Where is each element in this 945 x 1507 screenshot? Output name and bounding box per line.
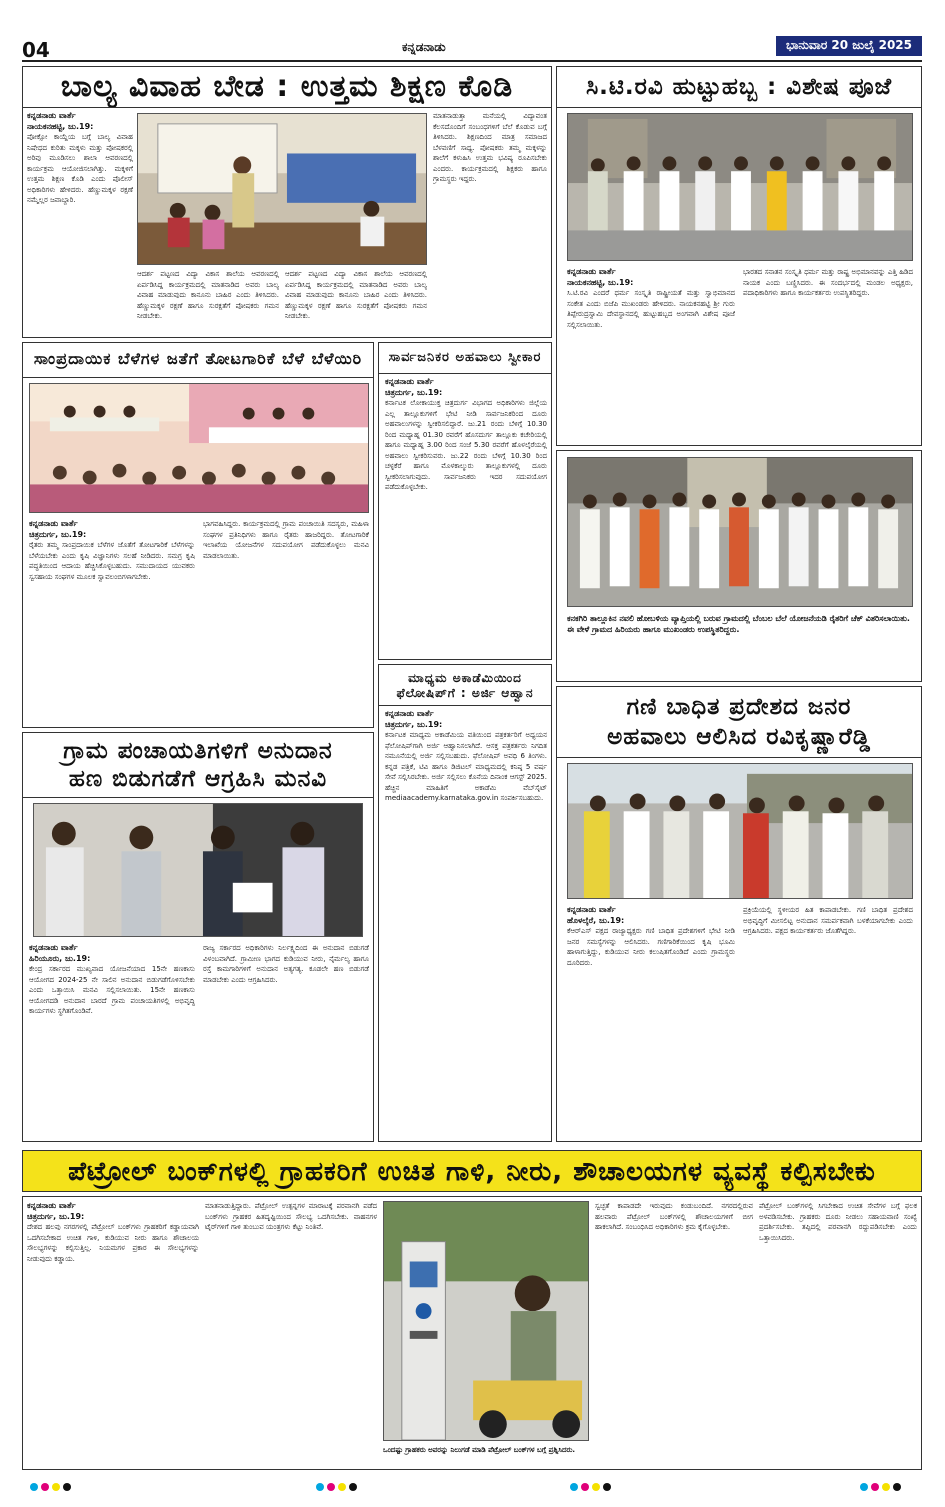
body-text: ಕರ್ನಾಟಕ ಲೋಕಾಯುಕ್ತ ಚಿತ್ರದುರ್ಗ ವಿಭಾಗದ ಅಧಿಕಾರಿಗಳು ಜಿಲ್ಲೆಯ ಎಲ್ಲ ತಾಲ್ಲೂಕುಗಳಿಗೆ ಭೇಟಿ ನೀಡಿ ಸಾರ್ವಜನಿಕರಿಂದ ದೂರು ಅಹವಾಲುಗಳನ್ನು ಸ್ವೀಕರಿಸಲಿದ್ದಾರೆ. ಜು.21 ರಂದು ಬೆಳಿಗ್ಗೆ 10.30 ರಿಂದ ಮಧ್ಯಾಹ್ನ 01.30 ರವರೆಗೆ ಹೊಸದುರ್ಗ ತಾಲ್ಲೂಕು ಕಚೇರಿಯಲ್ಲಿ ಹಾಗೂ ಮಧ್ಯಾಹ್ನ 3.00 ರಿಂದ ಸಂಜೆ 5.30 ರವರೆಗೆ ಹೊಳಲ್ಕೆರೆಯಲ್ಲಿ ಅಹವಾಲು ಸ್ವೀಕರಿಸುವರು. ಜು.22 ರಂದು ಬೆಳಿಗ್ಗೆ 10.30 ರಿಂದ ಚಳ್ಳಕೆರೆ ಹಾಗೂ ಮೊಳಕಾಲ್ಮುರು ತಾಲ್ಲೂಕುಗಳಲ್ಲಿ ದೂರು ಸ್ವೀಕರಿಸಲಾಗುವುದು. ಸಾರ್ವಜನಿಕರು ಇದರ ಸದುಪಯೋಗ ಪಡೆದುಕೊಳ್ಳಬೇಕು. — [385, 399, 547, 491]
byline: ಕನ್ನಡನಾಡು ವಾರ್ತೆ — [385, 709, 434, 718]
body-text: ರಾಜ್ಯ ಸರ್ಕಾರದ ಅಧಿಕಾರಿಗಳು ನಿರ್ಲಕ್ಷ್ಯದಿಂದ ಈ ಅನುದಾನ ಬಿಡುಗಡೆ ವಿಳಂಬವಾಗಿದೆ. ಗ್ರಾಮೀಣ ಭಾಗದ ಕುಡಿಯುವ ನೀರು, ನೈರ್ಮಲ್ಯ ಹಾಗೂ ರಸ್ತೆ ಕಾಮಗಾರಿಗಳಿಗೆ ಅನುದಾನ ಅತ್ಯಗತ್ಯ. ಕೂಡಲೇ ಹಣ ಬಿಡುಗಡೆ ಮಾಡಬೇಕು ಎಂದು ಆಗ್ರಹಿಸಿದರು. — [203, 944, 369, 984]
photo-cheque-distribution — [567, 457, 913, 607]
dateline-place: ಚಿತ್ರದುರ್ಗ, ಜು.19: — [385, 719, 443, 729]
registration-marks — [316, 1476, 360, 1486]
byline: ಕನ್ನಡನಾಡು ವಾರ್ತೆ — [27, 1201, 76, 1210]
article-text — [385, 709, 547, 1139]
brand-name: ಕನ್ನಡನಾಡು — [402, 40, 446, 54]
banner-petrol-bunks — [22, 1150, 922, 1192]
article-horticulture — [22, 342, 374, 728]
byline: ಕನ್ನಡನಾಡು ವಾರ್ತೆ — [27, 111, 76, 120]
registration-dot — [338, 1483, 346, 1491]
headline-ct-ravi: ಸಿ.ಟಿ.ರವಿ ಹುಟ್ಟುಹಬ್ಬ : ವಿಶೇಷ ಪೂಜೆ — [585, 74, 893, 100]
article-text — [743, 267, 913, 443]
dateline-place: ಚಿತ್ರದುರ್ಗ, ಜು.19: — [29, 529, 87, 539]
article-text — [203, 943, 369, 1139]
body-text: ಕರ್ನಾಟಕ ಮಾಧ್ಯಮ ಅಕಾಡೆಮಿಯ ವತಿಯಿಂದ ಪತ್ರಕರ್ತರಿಗೆ ಅಧ್ಯಯನ ಫೆಲೋಷಿಪ್‌ಗಾಗಿ ಅರ್ಜಿ ಆಹ್ವಾನಿಸಲಾಗಿದೆ. ಆಸಕ್ತ ಪತ್ರಕರ್ತರು ನಿಗದಿತ ನಮೂನೆಯಲ್ಲಿ ಅರ್ಜಿ ಸಲ್ಲಿಸಬಹುದು. ಫೆಲೋಷಿಪ್ ಅವಧಿ 6 ತಿಂಗಳು. ಕನ್ನಡ ಪತ್ರಿಕೆ, ಟಿವಿ ಹಾಗೂ ಡಿಜಿಟಲ್ ಮಾಧ್ಯಮದಲ್ಲಿ ಕನಿಷ್ಠ 5 ವರ್ಷ ಸೇವೆ ಸಲ್ಲಿಸಿರಬೇಕು. ಅರ್ಜಿ ಸಲ್ಲಿಸಲು ಕೊನೆಯ ದಿನಾಂಕ ಆಗಸ್ಟ್ 2025. ಹೆಚ್ಚಿನ ಮಾಹಿತಿಗೆ ಅಕಾಡೆಮಿ ವೆಬ್‌ಸೈಟ್ mediaacademy.karnataka.gov.in ಸಂಪರ್ಕಿಸಬಹುದು. — [385, 731, 547, 802]
article-text — [27, 1201, 199, 1467]
body-text: ಪೆಟ್ರೋಲ್ ಬಂಕ್‌ಗಳಲ್ಲಿ ಸಿಗಬೇಕಾದ ಉಚಿತ ಸೇವೆಗಳ ಬಗ್ಗೆ ಫಲಕ ಅಳವಡಿಸಬೇಕು. ಗ್ರಾಹಕರು ದೂರು ನೀಡಲು ಸಹಾಯವಾಣಿ ಸಂಖ್ಯೆ ಪ್ರದರ್ಶಿಸಬೇಕು. ತಪ್ಪಿದಲ್ಲಿ ಪರವಾನಗಿ ರದ್ದುಪಡಿಸಬೇಕು ಎಂದು ಒತ್ತಾಯಿಸಿದರು. — [759, 1202, 917, 1242]
registration-marks — [30, 1476, 74, 1486]
article-text — [595, 1201, 753, 1467]
masthead — [22, 36, 922, 62]
article-text — [759, 1201, 917, 1467]
registration-dot — [860, 1483, 868, 1491]
article-text — [29, 519, 195, 725]
registration-dot — [52, 1483, 60, 1491]
byline: ಕನ್ನಡನಾಡು ವಾರ್ತೆ — [567, 905, 616, 914]
headline-public-report: ಸಾರ್ವಜನಿಕರ ಅಹವಾಲು ಸ್ವೀಕಾರ — [388, 350, 542, 365]
article-text — [743, 905, 913, 1139]
headline-mining-line2: ಅಹವಾಲು ಆಲಿಸಿದ ರವಿಕೃಷ್ಣಾರೆಡ್ಡಿ — [607, 724, 871, 750]
registration-marks — [570, 1476, 614, 1486]
photo-caption: ಕನಕಗಿರಿ ತಾಲ್ಲೂಕಿನ ನವಲಿ ಹೋಬಳಿಯ ವ್ಯಾಪ್ತಿಯಲ್ಲಿ ಬರುವ ಗ್ರಾಮದಲ್ಲಿ ಬೆಂಬಲ ಬೆಲೆ ಯೋಜನೆಯಡಿ ರೈತರಿಗೆ ಚೆಕ್ ವಿತರಿಸಲಾಯಿತು. ಈ ವೇಳೆ ಗ್ರಾಮದ ಹಿರಿಯರು ಹಾಗೂ ಮುಖಂಡರು ಉಪಸ್ಥಿತರಿದ್ದರು. — [567, 614, 910, 634]
body-text: ಪೋಕ್ಸೋ ಕಾಯ್ದೆಯ ಬಗ್ಗೆ ಬಾಲ್ಯ ವಿವಾಹ ನಿಷೇಧದ ಕುರಿತು ಮಕ್ಕಳು ಮತ್ತು ಪೋಷಕರಲ್ಲಿ ಅರಿವು ಮೂಡಿಸಲು ಶಾಲಾ ಆವರಣದಲ್ಲಿ ಕಾರ್ಯಕ್ರಮ ಆಯೋಜಿಸಲಾಗಿತ್ತು. ಮಕ್ಕಳಿಗೆ ಉತ್ತಮ ಶಿಕ್ಷಣ ಕೊಡಿ ಎಂದು ಪೊಲೀಸ್ ಅಧಿಕಾರಿಗಳು ಹೇಳಿದರು. ಹೆಣ್ಣುಮಕ್ಕಳ ರಕ್ಷಣೆ ನಮ್ಮೆಲ್ಲರ ಜವಾಬ್ದಾರಿ. — [27, 133, 133, 204]
dateline-place: ಚಿತ್ರದುರ್ಗ, ಜು.19: — [385, 387, 443, 397]
body-text: ಭಾಗವಹಿಸಿದ್ದರು. ಕಾರ್ಯಕ್ರಮದಲ್ಲಿ ಗ್ರಾಮ ಪಂಚಾಯಿತಿ ಸದಸ್ಯರು, ಮಹಿಳಾ ಸಂಘಗಳ ಪ್ರತಿನಿಧಿಗಳು ಹಾಗೂ ರೈತರು ಹಾಜರಿದ್ದರು. ತೋಟಗಾರಿಕೆ ಇಲಾಖೆಯ ಯೋಜನೆಗಳ ಸದುಪಯೋಗ ಪಡೆದುಕೊಳ್ಳಲು ಮನವಿ ಮಾಡಲಾಯಿತು. — [203, 520, 369, 560]
body-text: ರೈತರು ತಮ್ಮ ಸಾಂಪ್ರದಾಯಿಕ ಬೆಳೆಗಳ ಜೊತೆಗೆ ತೋಟಗಾರಿಕೆ ಬೆಳೆಗಳನ್ನು ಬೆಳೆಯಬೇಕು ಎಂದು ಕೃಷಿ ವಿಜ್ಞಾನಿಗಳು ಸಲಹೆ ನೀಡಿದರು. ಸಮಗ್ರ ಕೃಷಿ ಪದ್ಧತಿಯಿಂದ ಆದಾಯ ಹೆಚ್ಚಿಸಿಕೊಳ್ಳಬಹುದು. ಸಮುದಾಯದ ಯುವಕರು ಸ್ವಸಹಾಯ ಸಂಘಗಳ ಮೂಲಕ ಸ್ವಾವಲಂಬಿಗಳಾಗಬೇಕು. — [29, 541, 195, 581]
registration-dot — [41, 1483, 49, 1491]
body-text: ಪ್ರಕ್ರಿಯೆಯಲ್ಲಿ ಸ್ಥಳೀಯರ ಹಿತ ಕಾಪಾಡಬೇಕು. ಗಣಿ ಬಾಧಿತ ಪ್ರದೇಶದ ಅಭಿವೃದ್ಧಿಗೆ ಮೀಸಲಿಟ್ಟ ಅನುದಾನ ಸಮರ್ಪಕವಾಗಿ ಬಳಕೆಯಾಗಬೇಕು ಎಂದು ಆಗ್ರಹಿಸಿದರು. ಪಕ್ಷದ ಕಾರ್ಯಕರ್ತರು ಜೊತೆಗಿದ್ದರು. — [743, 906, 913, 935]
headline-mining-line1: ಗಣಿ ಬಾಧಿತ ಪ್ರದೇಶದ ಜನರ — [626, 694, 852, 720]
body-text: ಕೇಂದ್ರ ಸರ್ಕಾರದ ಮುಖ್ಯವಾದ ಯೋಜನೆಯಾದ 15ನೇ ಹಣಕಾಸು ಆಯೋಗದ 2024-25 ನೇ ಸಾಲಿನ ಅನುದಾನ ಬಿಡುಗಡೆಗೊಳಿಸಬೇಕು ಎಂದು ಒತ್ತಾಯಿಸಿ ಮನವಿ ಸಲ್ಲಿಸಲಾಯಿತು. 15ನೇ ಹಣಕಾಸು ಆಯೋಗದಡಿ ಅನುದಾನ ಬಾರದೆ ಗ್ರಾಮ ಪಂಚಾಯತಿಗಳಲ್ಲಿ ಅಭಿವೃದ್ಧಿ ಕಾರ್ಯಗಳು ಸ್ಥಗಿತಗೊಂಡಿವೆ. — [29, 965, 195, 1015]
article-text — [385, 377, 547, 657]
headline-petrol-bunks: ಪೆಟ್ರೋಲ್ ಬಂಕ್‌ಗಳಲ್ಲಿ ಗ್ರಾಹಕರಿಗೆ ಉಚಿತ ಗಾಳಿ, ನೀರು, ಶೌಚಾಲಯಗಳ ವ್ಯವಸ್ಥೆ ಕಲ್ಪಿಸಬೇಕು — [68, 1157, 876, 1187]
registration-dot — [882, 1483, 890, 1491]
registration-dot — [603, 1483, 611, 1491]
photo-birthday-pooja — [567, 113, 913, 261]
registration-dot — [316, 1483, 324, 1491]
article-child-marriage — [22, 66, 552, 338]
dateline-place: ಚಿತ್ರದುರ್ಗ, ಜು.19: — [27, 1211, 85, 1221]
article-text — [433, 111, 547, 335]
dateline-place: ನಾಯಕನಹಟ್ಟಿ, ಜು.19: — [567, 277, 634, 287]
article-public-report — [378, 342, 552, 660]
byline: ಕನ್ನಡನಾಡು ವಾರ್ತೆ — [567, 267, 616, 276]
body-text: ಸ್ವಚ್ಛತೆ ಕಾಪಾಡದೇ ಇರುವುದು ಕಂಡುಬಂದಿದೆ. ನಗರದಲ್ಲಿರುವ ಹಲವಾರು ಪೆಟ್ರೋಲ್ ಬಂಕ್‌ಗಳಲ್ಲಿ ಶೌಚಾಲಯಗಳಿಗೆ ಬೀಗ ಹಾಕಲಾಗಿದೆ. ಸಂಬಂಧಿಸಿದ ಅಧಿಕಾರಿಗಳು ಕ್ರಮ ಕೈಗೊಳ್ಳಬೇಕು. — [595, 1202, 753, 1231]
body-text: ಕೆಆರ್‌ಎಸ್ ಪಕ್ಷದ ರಾಜ್ಯಾಧ್ಯಕ್ಷರು ಗಣಿ ಬಾಧಿತ ಪ್ರದೇಶಗಳಿಗೆ ಭೇಟಿ ನೀಡಿ ಜನರ ಸಮಸ್ಯೆಗಳನ್ನು ಆಲಿಸಿದರು. ಗಣಿಗಾರಿಕೆಯಿಂದ ಕೃಷಿ ಭೂಮಿ ಹಾಳಾಗುತ್ತಿದ್ದು, ಕುಡಿಯುವ ನೀರು ಕಲುಷಿತಗೊಂಡಿದೆ ಎಂದು ಗ್ರಾಮಸ್ಥರು ದೂರಿದರು. — [567, 927, 735, 967]
body-text: ದೇಶದ ಹಲವು ನಗರಗಳಲ್ಲಿ ಪೆಟ್ರೋಲ್ ಬಂಕ್‌ಗಳು ಗ್ರಾಹಕರಿಗೆ ಕಡ್ಡಾಯವಾಗಿ ಒದಗಿಸಬೇಕಾದ ಉಚಿತ ಗಾಳಿ, ಕುಡಿಯುವ ನೀರು ಹಾಗೂ ಶೌಚಾಲಯ ಸೌಲಭ್ಯಗಳನ್ನು ಕಲ್ಪಿಸುತ್ತಿಲ್ಲ. ನಿಯಮಗಳ ಪ್ರಕಾರ ಈ ಸೌಲಭ್ಯಗಳನ್ನು ನೀಡುವುದು ಕಡ್ಡಾಯ. — [27, 1223, 199, 1263]
byline: ಕನ್ನಡನಾಡು ವಾರ್ತೆ — [29, 943, 78, 952]
registration-dot — [63, 1483, 71, 1491]
registration-marks — [860, 1476, 904, 1486]
article-text — [205, 1201, 377, 1467]
headline-media-fellowship: ಮಾಧ್ಯಮ ಅಕಾಡೆಮಿಯಿಂದ ಫೆಲೋಷಿಪ್‌ಗೆ : ಅರ್ಜಿ ಆಹ್ವಾನ — [396, 671, 534, 700]
page-number: 04 — [22, 38, 50, 62]
article-mining-area — [556, 686, 922, 1142]
dateline-place: ಹೊಳಲ್ಕೆರೆ, ಜು.19: — [567, 915, 625, 925]
article-petrol-bunks — [22, 1196, 922, 1470]
headline-child-marriage: ಬಾಲ್ಯ ವಿವಾಹ ಬೇಡ : ಉತ್ತಮ ಶಿಕ್ಷಣ ಕೊಡಿ — [60, 69, 514, 104]
byline: ಕನ್ನಡನಾಡು ವಾರ್ತೆ — [29, 519, 78, 528]
article-text — [137, 269, 279, 335]
registration-dot — [592, 1483, 600, 1491]
photo-memorandum — [33, 803, 363, 937]
registration-dot — [871, 1483, 879, 1491]
dateline: ಭಾನುವಾರ 20 ಜುಲೈ 2025 — [776, 36, 922, 56]
article-panchayat-grant — [22, 732, 374, 1142]
registration-dot — [570, 1483, 578, 1491]
article-media-fellowship — [378, 664, 552, 1142]
registration-dot — [893, 1483, 901, 1491]
dateline-place: ಹಿರಿಯೂರು, ಜು.19: — [29, 953, 91, 963]
registration-dot — [30, 1483, 38, 1491]
article-text — [29, 943, 195, 1139]
photo-petrol-bunk — [383, 1201, 589, 1441]
article-ct-ravi — [556, 66, 922, 446]
body-text: ಸಿ.ಟಿ.ರವಿ ಎಂದರೆ ಧರ್ಮ ಸಂಸ್ಕೃತಿ ರಾಷ್ಟ್ರೀಯತೆ ಮತ್ತು ಸ್ವಾಭಿಮಾನದ ಸಂಕೇತ ಎಂದು ಬಿಜೆಪಿ ಮುಖಂಡರು ಹೇಳಿದರು. ನಾಯಕನಹಟ್ಟಿ ಶ್ರೀ ಗುರು ತಿಪ್ಪೇರುದ್ರಸ್ವಾಮಿ ದೇವಸ್ಥಾನದಲ್ಲಿ ಹುಟ್ಟುಹಬ್ಬದ ಅಂಗವಾಗಿ ವಿಶೇಷ ಪೂಜೆ ಸಲ್ಲಿಸಲಾಯಿತು. — [567, 289, 735, 329]
registration-dot — [349, 1483, 357, 1491]
headline-panchayat-line1: ಗ್ರಾಮ ಪಂಚಾಯತಿಗಳಿಗೆ ಅನುದಾನ — [63, 738, 333, 764]
article-text — [567, 905, 735, 1139]
photo-story-cheque-distribution — [556, 450, 922, 682]
registration-dot — [581, 1483, 589, 1491]
body-text: ಮಾತನಾಡುತ್ತಾ ಮನೆಯಲ್ಲಿ ವಿದ್ಯಾವಂತ ಕೆಲಸದೊಂದಿಗೆ ಸಂಬಂಧಗಳಿಗೆ ಬೆಲೆ ಕೊಡುವ ಬಗ್ಗೆ ತಿಳಿಸಿದರು. ಶಿಕ್ಷಣದಿಂದ ಮಾತ್ರ ಸಮಾಜದ ಬೆಳವಣಿಗೆ ಸಾಧ್ಯ. ಪೋಷಕರು ತಮ್ಮ ಮಕ್ಕಳನ್ನು ಶಾಲೆಗೆ ಕಳುಹಿಸಿ ಉತ್ತಮ ಭವಿಷ್ಯ ರೂಪಿಸಬೇಕು ಎಂದರು. ಕಾರ್ಯಕ್ರಮದಲ್ಲಿ ಶಿಕ್ಷಕರು ಹಾಗೂ ಗ್ರಾಮಸ್ಥರು ಇದ್ದರು. — [433, 112, 547, 183]
body-text: ಆದರ್ಶ ಪಟ್ಟಣದ ವಿದ್ಯಾ ವಿಕಾಸ ಶಾಲೆಯ ಆವರಣದಲ್ಲಿ ಏರ್ಪಡಿಸಿದ್ದ ಕಾರ್ಯಕ್ರಮದಲ್ಲಿ ಮಾತನಾಡಿದ ಅವರು ಬಾಲ್ಯ ವಿವಾಹ ಮಾಡುವುದು ಕಾನೂನು ಬಾಹಿರ ಎಂದು ತಿಳಿಸಿದರು. ಹೆಣ್ಣುಮಕ್ಕಳ ರಕ್ಷಣೆ ಹಾಗೂ ಸುರಕ್ಷತೆಗೆ ಪೋಷಕರು ಗಮನ ನೀಡಬೇಕು. — [285, 270, 427, 320]
photo-awareness-program — [137, 113, 427, 265]
headline-horticulture: ಸಾಂಪ್ರದಾಯಿಕ ಬೆಳೆಗಳ ಜತೆಗೆ ತೋಟಗಾರಿಕೆ ಬೆಳೆ ಬೆಳೆಯಿರಿ — [33, 349, 363, 368]
article-text — [567, 267, 735, 443]
article-text — [203, 519, 369, 725]
byline: ಕನ್ನಡನಾಡು ವಾರ್ತೆ — [385, 377, 434, 386]
body-text: ಭಾರತದ ಸನಾತನ ಸಂಸ್ಕೃತಿ ಧರ್ಮ ಮತ್ತು ರಾಷ್ಟ್ರ ಅಭಿಮಾನವನ್ನು ಎತ್ತಿ ಹಿಡಿದ ನಾಯಕ ಎಂದು ಬಣ್ಣಿಸಿದರು. ಈ ಸಂದರ್ಭದಲ್ಲಿ ಮಂಡಲ ಅಧ್ಯಕ್ಷರು, ಪದಾಧಿಕಾರಿಗಳು ಹಾಗೂ ಕಾರ್ಯಕರ್ತರು ಉಪಸ್ಥಿತರಿದ್ದರು. — [743, 268, 913, 297]
photo-caption: ಒಂದಷ್ಟು ಗ್ರಾಹಕರು ಅವರನ್ನು ನಿಲುಗಡೆ ಮಾಡಿ ಪೆಟ್ರೋಲ್ ಬಂಕ್‌ಗಳ ಬಗ್ಗೆ ಪ್ರಶ್ನಿಸಿದರು. — [383, 1446, 576, 1454]
photo-farmers-meeting — [29, 383, 369, 513]
registration-dot — [327, 1483, 335, 1491]
body-text: ಮಾತನಾಡುತ್ತಿದ್ದಾರು. ಪೆಟ್ರೋಲ್ ಉತ್ಪನ್ನಗಳ ಮಾರಾಟಕ್ಕೆ ಪರವಾನಗಿ ಪಡೆದ ಬಂಕ್‌ಗಳು ಗ್ರಾಹಕರ ಹಿತದೃಷ್ಟಿಯಿಂದ ಸೌಲಭ್ಯ ಒದಗಿಸಬೇಕು. ವಾಹನಗಳ ಟೈರ್‌ಗಳಿಗೆ ಗಾಳಿ ತುಂಬುವ ಯಂತ್ರಗಳು ಕೆಟ್ಟು ನಿಂತಿವೆ. — [205, 1202, 377, 1231]
article-text — [27, 111, 133, 335]
headline-panchayat-line2: ಹಣ ಬಿಡುಗಡೆಗೆ ಆಗ್ರಹಿಸಿ ಮನವಿ — [68, 766, 328, 792]
dateline-place: ನಾಯಕನಹಟ್ಟಿ, ಜು.19: — [27, 121, 94, 131]
photo-mining-visit — [567, 763, 913, 899]
article-text — [285, 269, 427, 335]
body-text: ಆದರ್ಶ ಪಟ್ಟಣದ ವಿದ್ಯಾ ವಿಕಾಸ ಶಾಲೆಯ ಆವರಣದಲ್ಲಿ ಏರ್ಪಡಿಸಿದ್ದ ಕಾರ್ಯಕ್ರಮದಲ್ಲಿ ಮಾತನಾಡಿದ ಅವರು ಬಾಲ್ಯ ವಿವಾಹ ಮಾಡುವುದು ಕಾನೂನು ಬಾಹಿರ ಎಂದು ತಿಳಿಸಿದರು. ಹೆಣ್ಣುಮಕ್ಕಳ ರಕ್ಷಣೆ ಹಾಗೂ ಸುರಕ್ಷತೆಗೆ ಪೋಷಕರು ಗಮನ ನೀಡಬೇಕು. — [137, 270, 279, 320]
